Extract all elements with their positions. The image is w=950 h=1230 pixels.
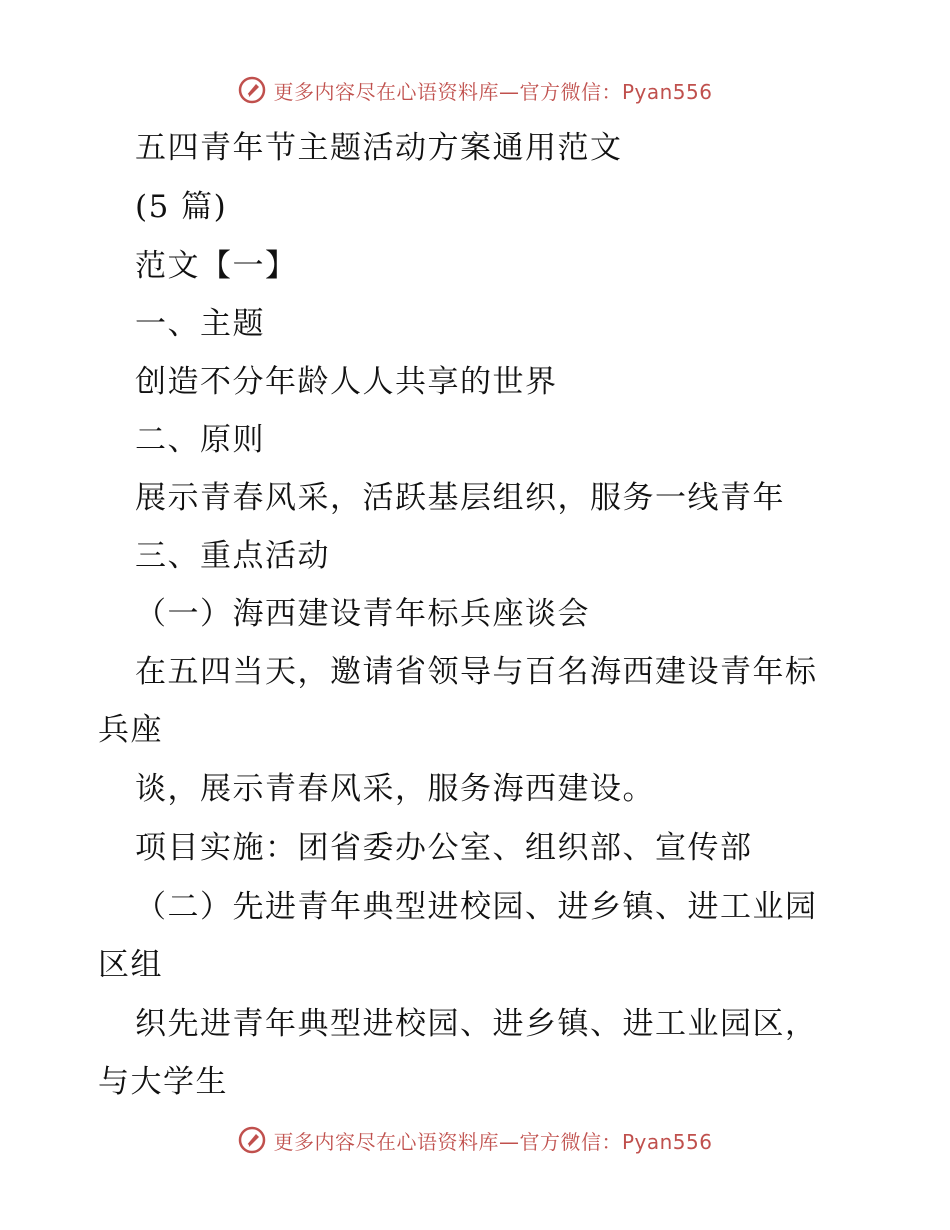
watermark-text: 更多内容尽在心语资料库—官方微信：Pyan556 (273, 1129, 713, 1154)
paragraph-line: （二）先进青年典型进校园、进乡镇、进工业园 (135, 889, 818, 925)
paragraph-line: 与大学生 (98, 1064, 228, 1100)
paragraph-line: 创造不分年龄人人共享的世界 (135, 364, 558, 400)
pen-nib-icon (237, 1125, 267, 1155)
paragraph-line: 展示青春风采，活跃基层组织，服务一线青年 (135, 480, 785, 516)
header-watermark-banner (0, 70, 950, 110)
document-subtitle: (5 篇) (135, 189, 228, 225)
paragraph-line: 兵座 (98, 712, 163, 748)
document-title: 五四青年节主题活动方案通用范文 (135, 130, 623, 166)
paragraph-line: （一）海西建设青年标兵座谈会 (135, 596, 590, 632)
paragraph-line: 一、主题 (135, 306, 265, 342)
paragraph-line: 谈，展示青春风采，服务海西建设。 (135, 771, 655, 807)
footer-watermark-banner (0, 1120, 950, 1160)
pen-nib-icon (237, 75, 267, 105)
watermark-text: 更多内容尽在心语资料库—官方微信：Pyan556 (273, 79, 713, 104)
section-heading: 范文【一】 (135, 248, 298, 284)
paragraph-line: 在五四当天，邀请省领导与百名海西建设青年标 (135, 654, 818, 690)
paragraph-line: 区组 (98, 947, 163, 983)
paragraph-line: 三、重点活动 (135, 538, 330, 574)
paragraph-line: 项目实施：团省委办公室、组织部、宣传部 (135, 830, 753, 866)
paragraph-line: 织先进青年典型进校园、进乡镇、进工业园区， (135, 1006, 818, 1042)
paragraph-line: 二、原则 (135, 422, 265, 458)
